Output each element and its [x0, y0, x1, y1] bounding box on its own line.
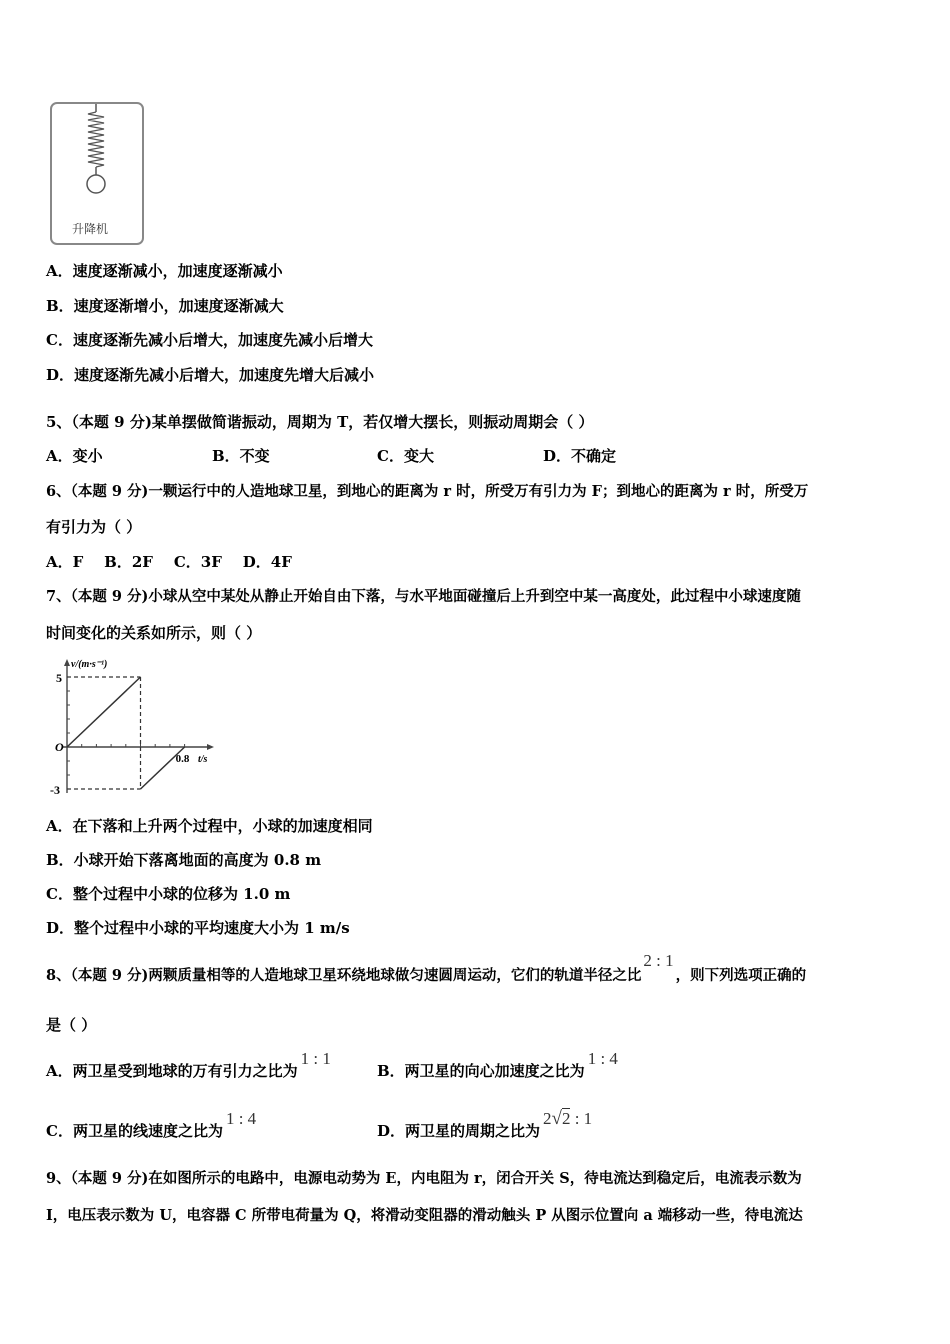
elevator-label: 升降机 — [72, 222, 109, 236]
q6-options: A．F B．2F C．3F D．4F — [46, 553, 292, 571]
q8-ratio: 2 : 1 — [643, 951, 674, 970]
series-fall-line — [67, 677, 141, 747]
q5-option-d: D．不确定 — [543, 447, 617, 465]
velocity-time-chart — [50, 655, 220, 800]
q9-stem-line2: I，电压表示数为 U，电容器 C 所带电荷量为 Q，将滑动变阻器的滑动触头 P 从图示位置向 a 端移动一些，待电流达 — [46, 1207, 803, 1224]
y-axis-arrow — [64, 659, 70, 666]
q8-option-b-value: 1 : 4 — [587, 1049, 618, 1068]
q4-option-b: B．速度逐渐增小，加速度逐渐减大 — [46, 297, 284, 315]
q8-option-b — [377, 1049, 618, 1081]
q8-option-c-value: 1 : 4 — [225, 1109, 257, 1128]
q7-stem-line2: 时间变化的关系如所示，则（ ） — [46, 624, 262, 642]
q4-option-c: C．速度逐渐先减小后增大，加速度先减小后增大 — [46, 331, 373, 349]
y-axis-label: v/(m·s⁻¹) — [71, 659, 108, 670]
q8-option-d-radicand: 2 — [561, 1109, 571, 1128]
x-axis-label: t/s — [198, 754, 208, 765]
q8-option-d-text: D．两卫星的周期之比为 — [377, 1122, 541, 1140]
y-tick-label-5: 5 — [56, 671, 62, 685]
q8-stem-tail: ，则下列选项正确的 — [675, 967, 807, 984]
q8-stem-text: 8、（本题 9 分)两颗质量相等的人造地球卫星环绕地球做匀速圆周运动，它们的轨道半径之比 — [46, 967, 642, 984]
q7-option-b: B．小球开始下落离地面的高度为 0.8 m — [46, 851, 322, 869]
q8-option-b-text: B．两卫星的向心加速度之比为 — [377, 1062, 585, 1080]
elevator-figure — [50, 102, 144, 245]
q5-option-c: C．变大 — [377, 447, 434, 465]
q8-option-a-value: 1 : 1 — [300, 1049, 331, 1068]
q4-option-d: D．速度逐渐先减小后增大，加速度先增大后减小 — [46, 366, 375, 384]
series-rise-line — [141, 747, 185, 789]
q8-stem-line1 — [46, 951, 807, 985]
q8-option-a-text: A．两卫星受到地球的万有引力之比为 — [46, 1062, 298, 1080]
q7-option-a: A．在下落和上升两个过程中，小球的加速度相同 — [46, 817, 373, 835]
q8-option-d — [377, 1108, 593, 1142]
q5-option-b: B．不变 — [212, 447, 270, 465]
y-tick-label-neg3: -3 — [50, 783, 60, 797]
q8-option-d-tail: : 1 — [570, 1109, 593, 1128]
q8-option-d-value: 2√2 : 1 — [543, 1108, 593, 1129]
origin-label: O — [55, 740, 64, 754]
q7-option-c: C．整个过程中小球的位移为 1.0 m — [46, 885, 291, 903]
q8-option-a — [46, 1049, 331, 1081]
q7-stem-line1: 7、（本题 9 分)小球从空中某处从静止开始自由下落，与水平地面碰撞后上升到空中某一高度处，此过程中小球速度随 — [46, 588, 801, 605]
q9-stem-line1: 9、（本题 9 分)在如图所示的电路中，电源电动势为 E，内电阻为 r，闭合开关 S，待电流达到稳定后，电流表示数为 — [46, 1170, 802, 1187]
q8-option-c — [46, 1109, 257, 1141]
q7-option-d: D．整个过程中小球的平均速度大小为 1 m/s — [46, 919, 350, 937]
q8-option-c-text: C．两卫星的线速度之比为 — [46, 1122, 223, 1140]
q6-stem-line1: 6、（本题 9 分)一颗运行中的人造地球卫星，到地心的距离为 r 时，所受万有引力为 F；到地心的距离为 r 时，所受万 — [46, 483, 809, 500]
q5-option-a: A．变小 — [46, 447, 103, 465]
q6-stem-line2: 有引力为（ ） — [46, 518, 142, 536]
q5-stem: 5、（本题 9 分)某单摆做简谐振动，周期为 T，若仅增大摆长，则振动周期会（ ） — [46, 413, 594, 431]
x-axis-arrow — [207, 744, 214, 750]
q8-option-d-coef: 2 — [543, 1109, 552, 1128]
x-tick-label-0.8: 0.8 — [175, 753, 190, 765]
q8-stem-line2: 是（ ） — [46, 1016, 97, 1034]
q4-option-a: A．速度逐渐减小，加速度逐渐减小 — [46, 262, 283, 280]
